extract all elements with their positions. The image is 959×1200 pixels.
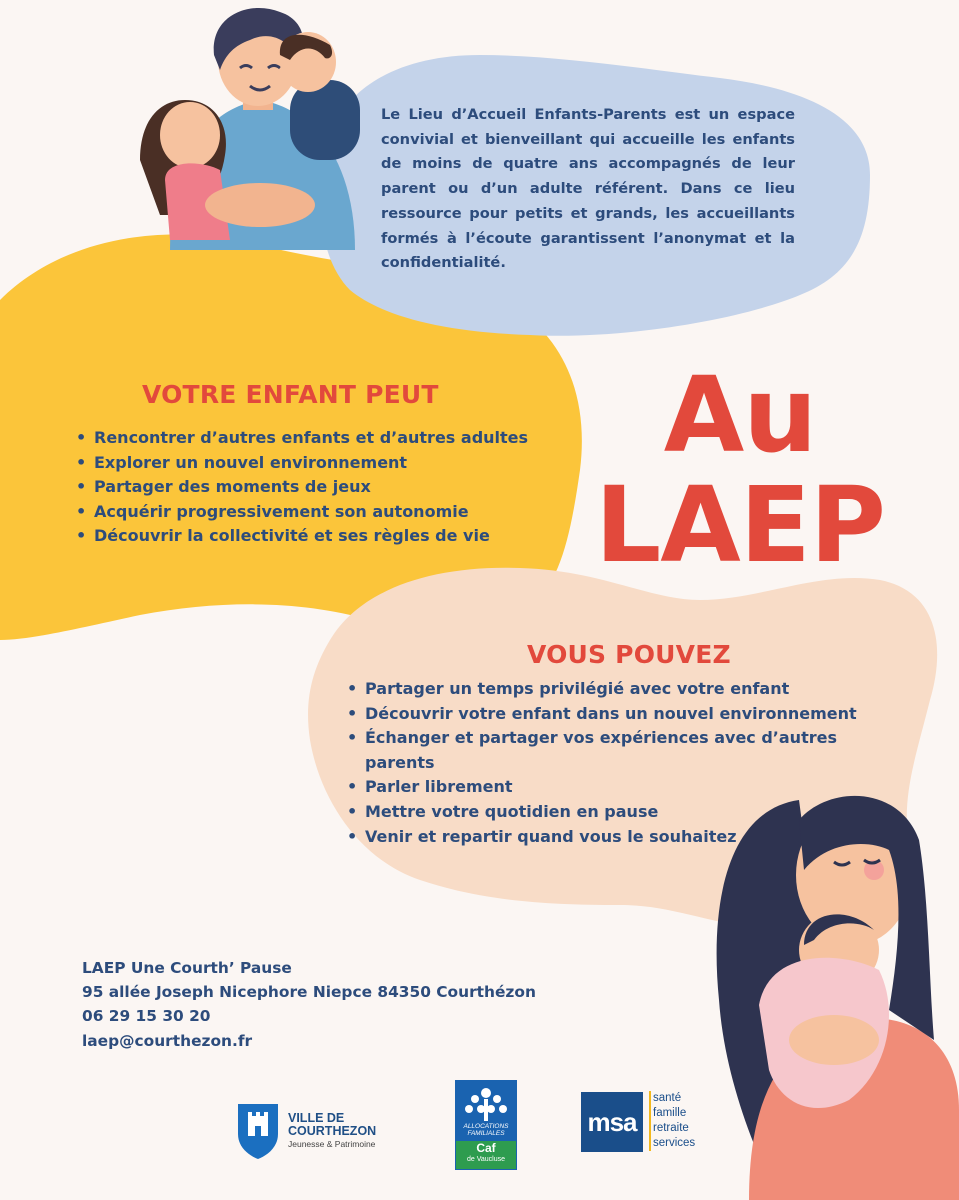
intro-paragraph: Le Lieu d’Accueil Enfants-Parents est un espace convivial et bienveillant qui accueille les enfants de moins de quatre ans accompagnés de leur parent ou d’un adulte référent. Dans ce lieu ressource pour petits et grands, les accueillants formés à l’écoute garantissent l’anonymat et la confidentialité. [381,106,795,272]
child-section-list [76,426,546,549]
contact-address: 95 allée Joseph Nicephore Niepce 84350 Courthézon [82,983,536,1002]
family-tree-icon [457,1085,515,1125]
parent-section-list [347,677,857,849]
msa-logo [581,1092,721,1154]
list-item: • Échanger et partager vos expériences avec d’autres parents [347,726,857,775]
list-item: • Découvrir la collectivité et ses règles de vie [76,524,546,549]
list-item: • Parler librement [347,775,857,800]
msa-mark: msa [581,1092,643,1152]
child-section-title: VOTRE ENFANT PEUT [142,380,439,409]
courthezon-line2: COURTHEZON [288,1124,377,1138]
list-item: • Partager des moments de jeux [76,475,546,500]
list-item: • Venir et repartir quand vous le souhaitez [347,825,857,850]
headline-line1: Au [663,354,817,476]
contact-phone[interactable]: 06 29 15 30 20 [82,1007,211,1026]
caf-line3: Caf [476,1141,496,1155]
contact-email[interactable]: laep@courthezon.fr [82,1031,253,1050]
courthezon-line3: Jeunesse & Patrimoine [288,1139,376,1149]
list-item: • Explorer un nouvel environnement [76,451,546,476]
caf-line2: FAMILIALES [467,1130,505,1137]
contact-block [82,956,536,1053]
msa-line4: services [653,1137,696,1149]
headline-line2: LAEP [594,464,886,586]
contact-name: LAEP Une Courth’ Pause [82,959,292,977]
parent-section-title: VOUS POUVEZ [527,640,731,669]
caf-logo [455,1080,517,1170]
shield-icon [236,1102,280,1160]
msa-line3: retraite [653,1122,689,1134]
father-children-illustration [140,0,380,260]
courthezon-logo [236,1102,406,1162]
msa-line2: famille [653,1107,687,1119]
courthezon-line1: VILLE DE [288,1111,345,1125]
caf-line4: de Vaucluse [466,1156,505,1163]
list-item: • Découvrir votre enfant dans un nouvel environnement [347,702,857,727]
list-item: • Partager un temps privilégié avec votre enfant [347,677,857,702]
list-item: • Acquérir progressivement son autonomie [76,500,546,525]
list-item: • Mettre votre quotidien en pause [347,800,857,825]
list-item: • Rencontrer d’autres enfants et d’autres adultes [76,426,546,451]
msa-line1: santé [653,1092,682,1104]
headline [590,354,890,586]
caf-line1: ALLOCATIONS [463,1123,509,1130]
